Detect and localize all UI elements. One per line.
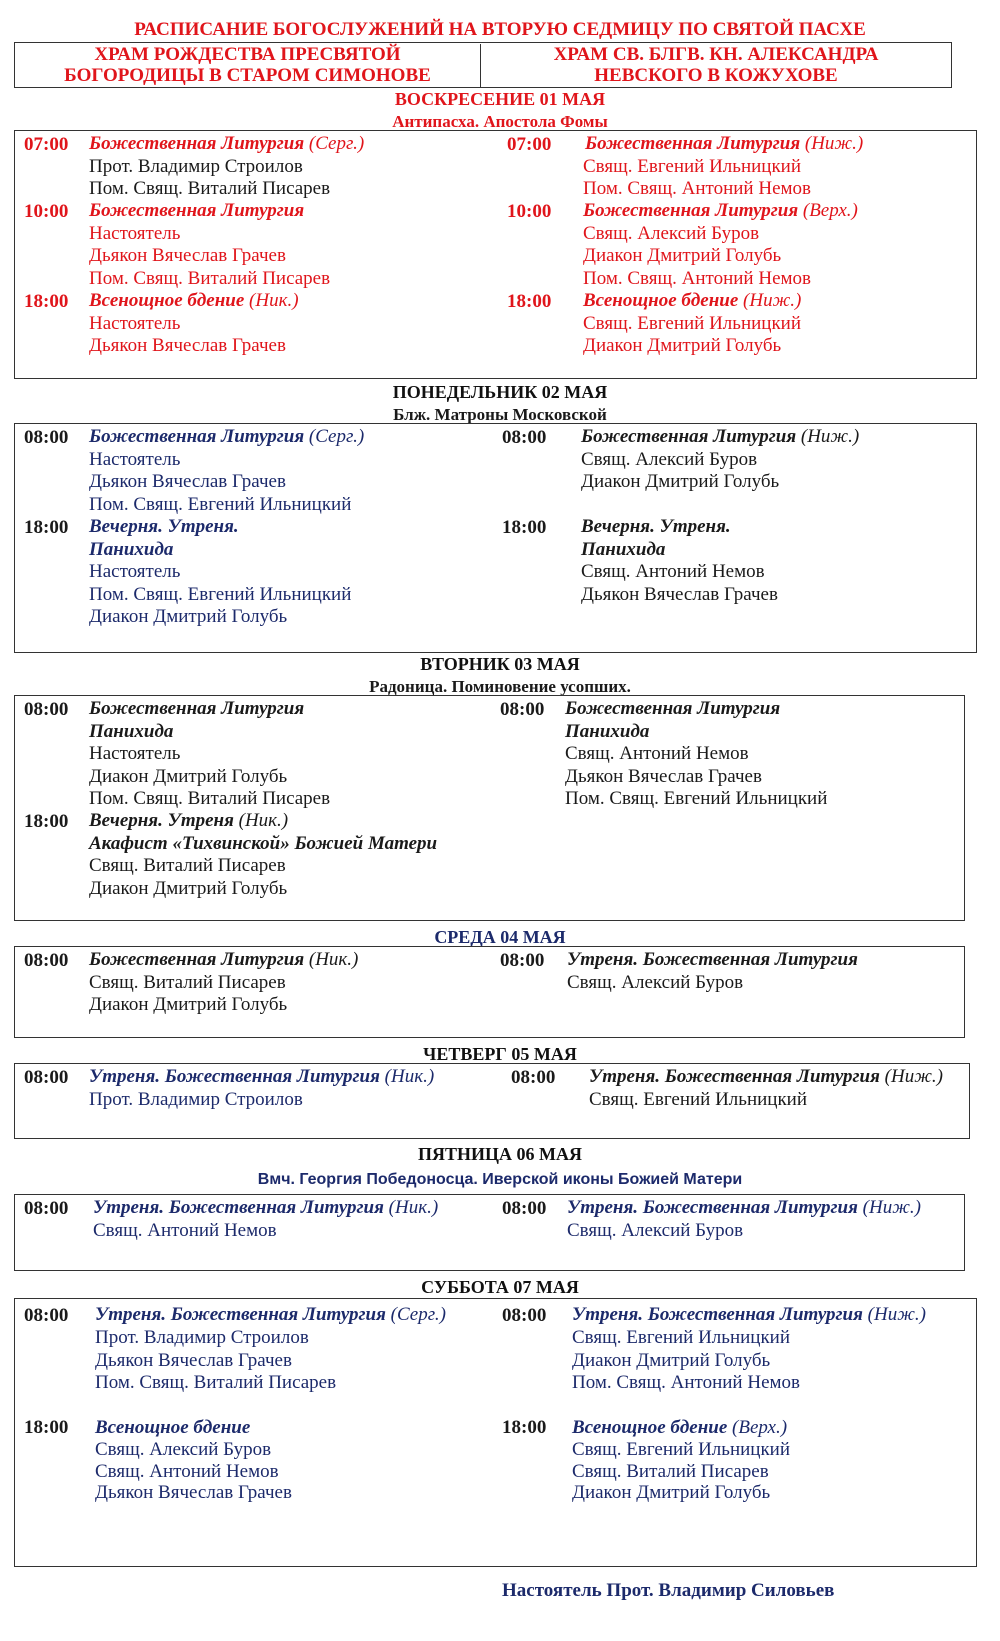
service-time: 18:00 [502, 1417, 547, 1438]
service-time: 18:00 [507, 291, 552, 312]
clergy-line: Свящ. Виталий Писарев [89, 855, 286, 876]
clergy-line: Свящ. Евгений Ильницкий [583, 156, 802, 177]
clergy-line: Свящ. Евгений Ильницкий [572, 1439, 791, 1460]
service-time: 08:00 [24, 1305, 69, 1326]
service-title [581, 516, 731, 539]
day-feast: Радоница. Поминовение усопших. [369, 677, 631, 696]
clergy-line: Свящ. Виталий Писарев [572, 1461, 769, 1482]
clergy-line: Пом. Свящ. Виталий Писарев [89, 178, 331, 199]
day-title: ПЯТНИЦА 06 МАЯ [418, 1144, 582, 1164]
clergy-line: Пом. Свящ. Антоний Немов [572, 1372, 800, 1393]
service-note: (Верх.) [802, 200, 858, 221]
clergy-line: Настоятель [89, 743, 181, 764]
service-title [89, 290, 299, 313]
service-title-cont [581, 539, 665, 562]
service-note: (Ник.) [384, 1066, 435, 1087]
service-note: (Серг.) [308, 426, 365, 447]
service-name: Божественная Литургия [565, 698, 781, 719]
service-title [89, 949, 358, 972]
service-name: Утреня. Божественная Литургия [589, 1066, 880, 1087]
service-name: Божественная Литургия [89, 426, 305, 447]
day-title: ЧЕТВЕРГ 05 МАЯ [423, 1044, 577, 1064]
clergy-line: Свящ. Евгений Ильницкий [572, 1327, 791, 1348]
clergy-line: Пом. Свящ. Виталий Писарев [89, 788, 331, 809]
service-title-cont [565, 721, 649, 744]
clergy-line: Дьякон Вячеслав Грачев [89, 471, 286, 492]
service-title [583, 200, 858, 223]
service-name: Всенощное бдение [583, 290, 739, 311]
service-note: (Ниж.) [884, 1066, 943, 1087]
footer-signature: Настоятель Прот. Владимир Силовьев [502, 1580, 835, 1601]
clergy-line: Пом. Свящ. Евгений Ильницкий [89, 584, 352, 605]
clergy-line: Настоятель [89, 223, 181, 244]
service-note: (Ниж.) [862, 1197, 921, 1218]
service-time: 08:00 [24, 427, 69, 448]
clergy-line: Диакон Дмитрий Голубь [89, 606, 288, 627]
service-title [89, 133, 364, 156]
clergy-line: Диакон Дмитрий Голубь [583, 335, 782, 356]
temple-right-line2: НЕВСКОГО В КОЖУХОВЕ [594, 65, 838, 86]
day-title: ПОНЕДЕЛЬНИК 02 МАЯ [392, 382, 608, 402]
clergy-line: Диакон Дмитрий Голубь [89, 994, 288, 1015]
service-name: Божественная Литургия [583, 200, 799, 221]
service-time: 08:00 [24, 950, 69, 971]
day-title: ВТОРНИК 03 МАЯ [420, 654, 580, 674]
service-time: 18:00 [24, 811, 69, 832]
clergy-line: Диакон Дмитрий Голубь [572, 1350, 771, 1371]
service-name: Божественная Литургия [89, 698, 305, 719]
service-title [589, 1066, 943, 1089]
service-time: 08:00 [511, 1067, 556, 1088]
service-title [572, 1304, 926, 1327]
service-time: 07:00 [507, 134, 552, 155]
service-title [89, 426, 364, 449]
service-title [89, 810, 288, 833]
service-time: 08:00 [502, 427, 547, 448]
temple-left-line1: ХРАМ РОЖДЕСТВА ПРЕСВЯТОЙ [94, 44, 401, 65]
service-title [583, 290, 801, 313]
service-title-cont [89, 833, 437, 856]
clergy-line: Пом. Свящ. Антоний Немов [583, 178, 811, 199]
service-title-cont [89, 721, 173, 744]
service-time: 07:00 [24, 134, 69, 155]
service-time: 08:00 [24, 1198, 69, 1219]
service-time: 18:00 [502, 517, 547, 538]
service-name: Божественная Литургия [89, 133, 305, 154]
clergy-line: Дьякон Вячеслав Грачев [565, 766, 762, 787]
service-title [567, 949, 858, 972]
service-name: Панихида [89, 721, 174, 742]
service-time: 08:00 [24, 1067, 69, 1088]
service-name: Вечерня. Утреня. [581, 516, 731, 537]
clergy-line: Пом. Свящ. Евгений Ильницкий [89, 494, 352, 515]
service-time: 08:00 [500, 950, 545, 971]
clergy-line: Дьякон Вячеслав Грачев [89, 245, 286, 266]
service-name: Всенощное бдение [89, 290, 245, 311]
service-name: Всенощное бдение [572, 1417, 728, 1438]
service-time: 18:00 [24, 517, 69, 538]
service-time: 08:00 [500, 699, 545, 720]
temple-left-line2: БОГОРОДИЦЫ В СТАРОМ СИМОНОВЕ [64, 65, 431, 86]
service-name: Панихида [89, 539, 174, 560]
day-title: ВОСКРЕСЕНИЕ 01 МАЯ [394, 89, 606, 109]
service-title [572, 1417, 787, 1440]
day-title: СУББОТА 07 МАЯ [421, 1277, 579, 1297]
service-title [89, 698, 304, 721]
service-note: (Ниж.) [743, 290, 802, 311]
service-name: Божественная Литургия [585, 133, 801, 154]
clergy-line: Свящ. Антоний Немов [581, 561, 765, 582]
service-note: (Ниж.) [800, 426, 860, 447]
clergy-line: Диакон Дмитрий Голубь [89, 766, 288, 787]
service-name: Утреня. Божественная Литургия [89, 1066, 380, 1087]
clergy-line: Прот. Владимир Строилов [89, 156, 303, 177]
clergy-line: Дьякон Вячеслав Грачев [95, 1350, 292, 1371]
temple-right-line1: ХРАМ СВ. БЛГВ. КН. АЛЕКСАНДРА [553, 44, 879, 65]
service-name: Вечерня. Утреня [89, 810, 234, 831]
service-title-cont [89, 539, 173, 562]
service-title [93, 1197, 438, 1220]
temple-right [481, 44, 951, 87]
service-time: 08:00 [502, 1305, 547, 1326]
day-feast: Блж. Матроны Московской [393, 405, 607, 424]
service-name: Божественная Литургия [581, 426, 797, 447]
service-title [95, 1304, 446, 1327]
clergy-line: Пом. Свящ. Евгений Ильницкий [565, 788, 828, 809]
temples-header [14, 42, 952, 88]
service-name: Утреня. Божественная Литургия [567, 949, 858, 970]
service-name: Вечерня. Утреня. [89, 516, 239, 537]
clergy-line: Настоятель [89, 449, 181, 470]
service-time: 10:00 [507, 201, 552, 222]
service-title [585, 133, 863, 156]
service-time: 10:00 [24, 201, 69, 222]
service-title [95, 1417, 250, 1440]
clergy-line: Свящ. Антоний Немов [95, 1461, 279, 1482]
clergy-line: Диакон Дмитрий Голубь [583, 245, 782, 266]
service-note: (Серг.) [390, 1304, 446, 1325]
clergy-line: Пом. Свящ. Виталий Писарев [95, 1372, 337, 1393]
clergy-line: Настоятель [89, 561, 181, 582]
service-time: 08:00 [24, 699, 69, 720]
clergy-line: Свящ. Виталий Писарев [89, 972, 286, 993]
service-name: Утреня. Божественная Литургия [95, 1304, 386, 1325]
clergy-line: Свящ. Евгений Ильницкий [583, 313, 802, 334]
service-note: (Ниж.) [804, 133, 864, 154]
service-title [89, 516, 239, 539]
service-title [89, 200, 304, 223]
service-title [567, 1197, 921, 1220]
clergy-line: Диакон Дмитрий Голубь [581, 471, 780, 492]
service-name: Утреня. Божественная Литургия [572, 1304, 863, 1325]
service-name: Утреня. Божественная Литургия [567, 1197, 858, 1218]
service-title [565, 698, 780, 721]
service-time: 18:00 [24, 291, 69, 312]
clergy-line: Настоятель [89, 313, 181, 334]
clergy-line: Свящ. Антоний Немов [93, 1220, 277, 1241]
service-note: (Ник.) [388, 1197, 439, 1218]
clergy-line: Дьякон Вячеслав Грачев [89, 335, 286, 356]
clergy-line: Свящ. Евгений Ильницкий [589, 1089, 808, 1110]
day-feast: Антипасха. Апостола Фомы [392, 112, 608, 131]
clergy-line: Свящ. Алексий Буров [95, 1439, 272, 1460]
service-note: (Ник.) [249, 290, 299, 311]
service-name: Утреня. Божественная Литургия [93, 1197, 384, 1218]
service-note: (Ниж.) [867, 1304, 926, 1325]
service-time: 08:00 [502, 1198, 547, 1219]
clergy-line: Пом. Свящ. Виталий Писарев [89, 268, 331, 289]
service-title [89, 1066, 434, 1089]
clergy-line: Свящ. Алексий Буров [567, 972, 744, 993]
service-name: Божественная Литургия [89, 949, 305, 970]
service-name: Панихида [581, 539, 666, 560]
clergy-line: Прот. Владимир Строилов [89, 1089, 303, 1110]
service-time: 18:00 [24, 1417, 69, 1438]
clergy-line: Дьякон Вячеслав Грачев [581, 584, 778, 605]
service-name: Акафист «Тихвинской» Божией Матери [89, 833, 438, 854]
service-note: (Ник.) [308, 949, 359, 970]
service-title [581, 426, 859, 449]
service-name: Панихида [565, 721, 650, 742]
clergy-line: Прот. Владимир Строилов [95, 1327, 309, 1348]
clergy-line: Дьякон Вячеслав Грачев [95, 1482, 292, 1503]
day-title: СРЕДА 04 МАЯ [434, 927, 566, 947]
clergy-line: Пом. Свящ. Антоний Немов [583, 268, 811, 289]
clergy-line: Диакон Дмитрий Голубь [89, 878, 288, 899]
temple-left [15, 44, 481, 87]
service-note: (Ник.) [238, 810, 289, 831]
service-note: (Серг.) [308, 133, 365, 154]
clergy-line: Диакон Дмитрий Голубь [572, 1482, 771, 1503]
clergy-line: Свящ. Алексий Буров [567, 1220, 744, 1241]
service-note: (Верх.) [732, 1417, 788, 1438]
clergy-line: Свящ. Алексий Буров [581, 449, 758, 470]
clergy-line: Свящ. Алексий Буров [583, 223, 760, 244]
clergy-line: Свящ. Антоний Немов [565, 743, 749, 764]
service-name: Божественная Литургия [89, 200, 305, 221]
service-name: Всенощное бдение [95, 1417, 251, 1438]
day-feast: Вмч. Георгия Победоносца. Иверской иконы Божией Матери [257, 1171, 743, 1188]
page-title: РАСПИСАНИЕ БОГОСЛУЖЕНИЙ НА ВТОРУЮ СЕДМИЦУ ПО СВЯТОЙ ПАСХЕ [134, 19, 866, 40]
